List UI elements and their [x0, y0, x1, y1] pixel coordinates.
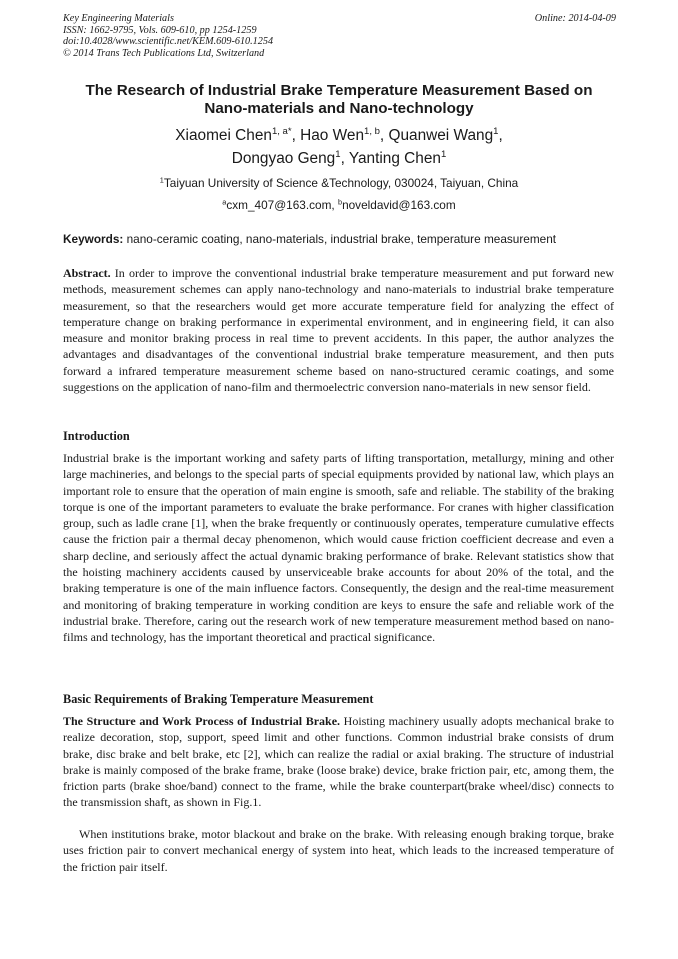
email-a: cxm_407@163.com,: [226, 198, 338, 212]
abstract-label: Abstract.: [63, 266, 111, 280]
structure-paragraph: [63, 713, 614, 811]
paper-title: [50, 82, 628, 118]
issn-line: ISSN: 1662-9795, Vols. 609-610, pp 1254-1259: [63, 24, 257, 36]
author-affil-mark: 1: [335, 148, 341, 160]
keywords: [63, 232, 616, 246]
author-list: [50, 124, 628, 170]
journal-name: Key Engineering Materials: [63, 13, 174, 24]
affiliation-text: Taiyuan University of Science &Technology, 030024, Taiyuan, China: [163, 176, 519, 190]
structure-text: Hoisting machinery usually adopts mechanical brake to realize decoration, stop, support, speed limit and other functions. Common industrial brake consists of drum brake, disc brake and belt brake, etc [2], which can realize the radial or axial braking. The structure of industrial brake is mainly composed of the brake frame, brake (loose brake) device, brake friction pair, etc, among them, the friction parts (brake shoe/band) connect to the frame, while the brake counterpart(brake wheel/disc) connects to the transmission shaft, as shown in Fig.1.: [63, 714, 614, 810]
structure-subheading: The Structure and Work Process of Industrial Brake.: [63, 714, 341, 728]
keywords-text: nano-ceramic coating, nano-materials, industrial brake, temperature measurement: [123, 232, 557, 246]
author-affil-mark: 1, a*: [271, 125, 292, 137]
introduction-heading: Introduction: [63, 429, 130, 443]
author-affil-mark: 1: [493, 125, 499, 137]
braking-process-paragraph: When institutions brake, motor blackout and brake on the brake. With releasing enough braking torque, brake uses friction pair to convert mechanical energy of system into heat, which leads to the increased temperature of the friction pair itself.: [63, 827, 614, 874]
email-b: noveldavid@163.com: [342, 198, 456, 212]
basic-requirements-heading: Basic Requirements of Braking Temperature Measurement: [63, 692, 374, 706]
affiliation-mark: 1: [159, 175, 164, 185]
author-line-1: Xiaomei Chen$^{1, a*}$, Hao Wen$^{1, b}$, Quanwei Wang$^1$,: [175, 125, 503, 144]
introduction-paragraph: Industrial brake is the important working and safety parts of lifting transportation, metallurgy, mining and other large machineries, and belongs to the special parts of special equipments provided by national law, which plays an important role to ensure that the operation of main engine is smooth, safe and reliable. The stability of the braking torque is one of the important parameters to evaluate the brake performance. For cranes with higher classification group, such as ladle crane [1], when the brake frequently or continuously operates, temperature cumulative effects cause the friction pair a thermal decay phenomenon, which would cause friction coefficient decrease and even a sharp decline, and seriously affect the actual dynamic braking performance of brake. Relevant statistics show that the hoisting machinery accidents caused by unserviceable brake accounts for about 20% of the total, and the braking temperature is one of the main influence factors. Consequently, the design and the real-time measurement and monitoring of braking temperature in working condition are keys to ensure the safe and reliable work of the industrial brake. Therefore, caring out the research work of new temperature measurement method based on nano-films and technology, has the important theoretical and practical significance.: [63, 451, 614, 645]
author-name: Hao Wen: [300, 127, 365, 144]
title-line-2: Nano-materials and Nano-technology: [204, 100, 474, 117]
affiliation: [50, 176, 628, 190]
author-emails: [50, 198, 628, 212]
abstract-text: In order to improve the conventional industrial brake temperature measurement and put forward new methods, measurement schemes can apply nano-technology and nano-materials to industrial brake temperature measurement, so that the researchers would get more accurate temperature field for analyzing the effect of temperature change on braking performance in experimental environment, and in engineering field, it can also measure and monitor braking process in real time to prevent accidents. In this paper, the author analyzes the advantages and disadvantages of the conventional industrial brake temperature measurement, and then puts forward a infrared temperature measurement scheme based on nano-structured ceramic coatings, and some suggestions on the application of nano-film and thermoelectric conversion nano-materials in new sensor field.: [63, 266, 614, 395]
online-date: Online: 2014-04-09: [534, 13, 616, 24]
author-name: Xiaomei Chen: [175, 127, 272, 144]
keywords-label: Keywords:: [63, 232, 124, 246]
author-name: Dongyao Geng: [231, 150, 336, 167]
author-name: Quanwei Wang: [388, 127, 494, 144]
author-affil-mark: 1: [440, 148, 447, 160]
author-line-2: Dongyao Geng$^1$, Yanting Chen$^1$: [231, 148, 447, 167]
doi-line: doi:10.4028/www.scientific.net/KEM.609-610.1254: [63, 36, 274, 47]
email-mark-b: b: [338, 197, 343, 207]
author-affil-mark: 1, b: [364, 125, 380, 137]
copyright-line: © 2014 Trans Tech Publications Ltd, Switzerland: [63, 47, 265, 59]
title-line-1: The Research of Industrial Brake Temperature Measurement Based on: [85, 82, 593, 99]
email-mark-a: a: [222, 197, 227, 207]
abstract-paragraph: [63, 265, 614, 395]
journal-header: [63, 13, 616, 59]
author-name: Yanting Chen: [348, 150, 441, 167]
